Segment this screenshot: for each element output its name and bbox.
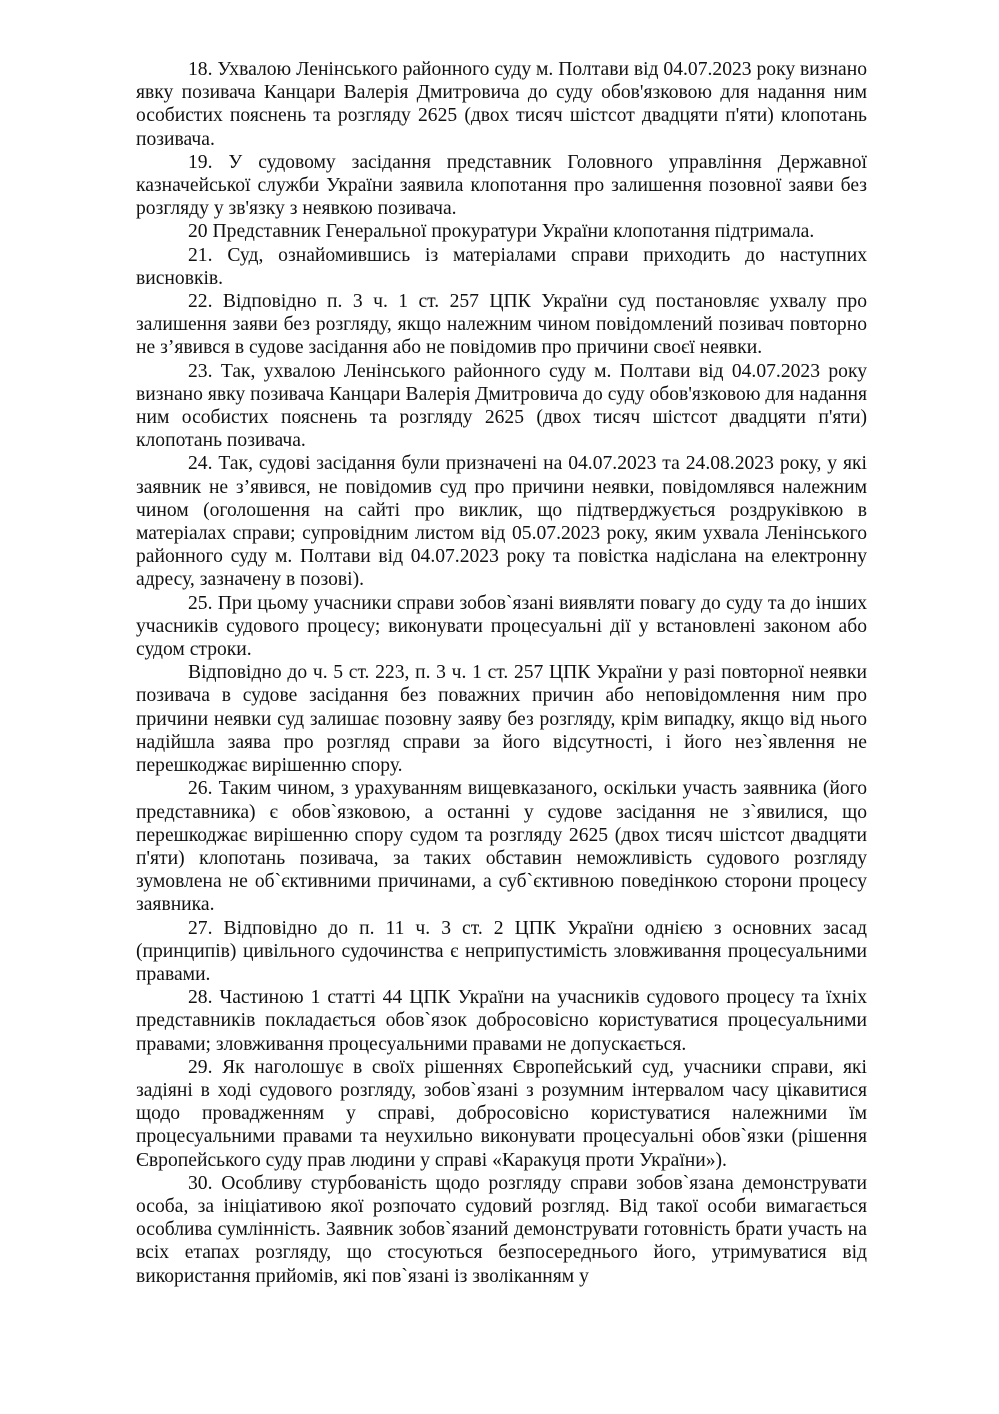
paragraph-24: 24. Так, судові засідання були призначені на 04.07.2023 та 24.08.2023 року, у які заявник не з’явився, не повідомив суд про причини неявки, повідомлявся належним чином (оголошення на сайті про виклик, що підтверджується роздруківкою в матеріалах справи; супровідним листом від 05.07.2023 року, яким ухвала Ленінського районного суду м. Полтави від 04.07.2023 року та повістка надіслана на електронну адресу, зазначену в позові).	[136, 453, 867, 591]
paragraph-27: 27. Відповідно до п. 11 ч. 3 ст. 2 ЦПК України однією з основних засад (принципів) цивільного судочинства є неприпустимість зловживання процесуальними правами.	[136, 917, 867, 985]
paragraph-25: 25. При цьому учасники справи зобов`язані виявляти повагу до суду та до інших учасників судового процесу; виконувати процесуальні дії у встановлені законом або судом строки.	[136, 592, 867, 661]
paragraph-25-continued: Відповідно до ч. 5 ст. 223, п. 3 ч. 1 ст. 257 ЦПК України у разі повторної неявки позивача в судове засідання без поважних причин або неповідомлення ним про причини неявки суд залишає позовну заяву без розгляду, крім випадку, якщо від нього надійшла заява про розгляд справи за його відсутності, і його нез`явлення не перешкоджає вирішенню спору.	[136, 662, 867, 777]
document-body	[136, 58, 867, 1288]
paragraph-29: 29. Як наголошує в своїх рішеннях Європейський суд, учасники справи, які задіяні в ході судового розгляду, зобов`язані з розумним інтервалом часу цікавитися щодо провадженням у справі, добросовісно користуватися належними їм процесуальними правами та неухильно виконувати процесуальні обов`язки (рішення Європейського суду прав людини у справі «Каракуця проти України»).	[136, 1056, 867, 1171]
paragraph-18: 18. Ухвалою Ленінського районного суду м. Полтави від 04.07.2023 року визнано явку позивача Канцари Валерія Дмитровича до суду обов'язковою для надання ним особистих пояснень та розгляду 2625 (двох тисяч шістсот двадцяти п'яти) клопотань позивача.	[136, 59, 867, 150]
paragraph-26: 26. Таким чином, з урахуванням вищевказаного, оскільки участь заявника (його представника) є обов`язковою, а останні у судове засідання не з`явилися, що перешкоджає вирішенню спору судом та розгляду 2625 (двох тисяч шістсот двадцяти п'яти) клопотань позивача, за таких обставин неможливість судового розгляду зумовлена не об`єктивними причинами, а суб`єктивною поведінкою сторони процесу заявника.	[136, 778, 867, 916]
paragraph-19: 19. У судовому засідання представник Головного управління Державної казначейської служби України заявила клопотання про залишення позовної заяви без розгляду у зв'язку з неявкою позивача.	[136, 151, 867, 220]
paragraph-30: 30. Особливу стурбованість щодо розгляду справи зобов`язана демонструвати особа, за ініціативою якої розпочато судовий розгляд. Від такої особи вимагається особлива сумлінність. Заявник зобов`язаний демонструвати готовність брати участь на всіх етапах розгляду, що стосуються безпосереднього його, утримуватися від використання прийомів, які пов`язані із зволіканням у	[136, 1172, 867, 1287]
paragraph-28: 28. Частиною 1 статті 44 ЦПК України на учасників судового процесу та їхніх представників покладається обов`язок добросовісно користуватися процесуальними правами; зловживання процесуальними правами не допускається.	[136, 987, 867, 1055]
paragraph-23: 23. Так, ухвалою Ленінського районного суду м. Полтави від 04.07.2023 року визнано явку позивача Канцари Валерія Дмитровича до суду обов'язковою для надання ним особистих пояснень та розгляду 2625 (двох тисяч шістсот двадцяти п'яти) клопотань позивача.	[136, 360, 867, 452]
paragraph-22: 22. Відповідно п. 3 ч. 1 ст. 257 ЦПК України суд постановляє ухвалу про залишення заяви без розгляду, якщо належним чином повідомлений позивач повторно не з’явився в судове засідання або не повідомив про причини своєї неявки.	[136, 291, 867, 359]
paragraph-21: 21. Суд, ознайомившись із матеріалами справи приходить до наступних висновків.	[136, 244, 867, 289]
paragraph-20: 20 Представник Генеральної прокуратури України клопотання підтримала.	[188, 221, 815, 243]
